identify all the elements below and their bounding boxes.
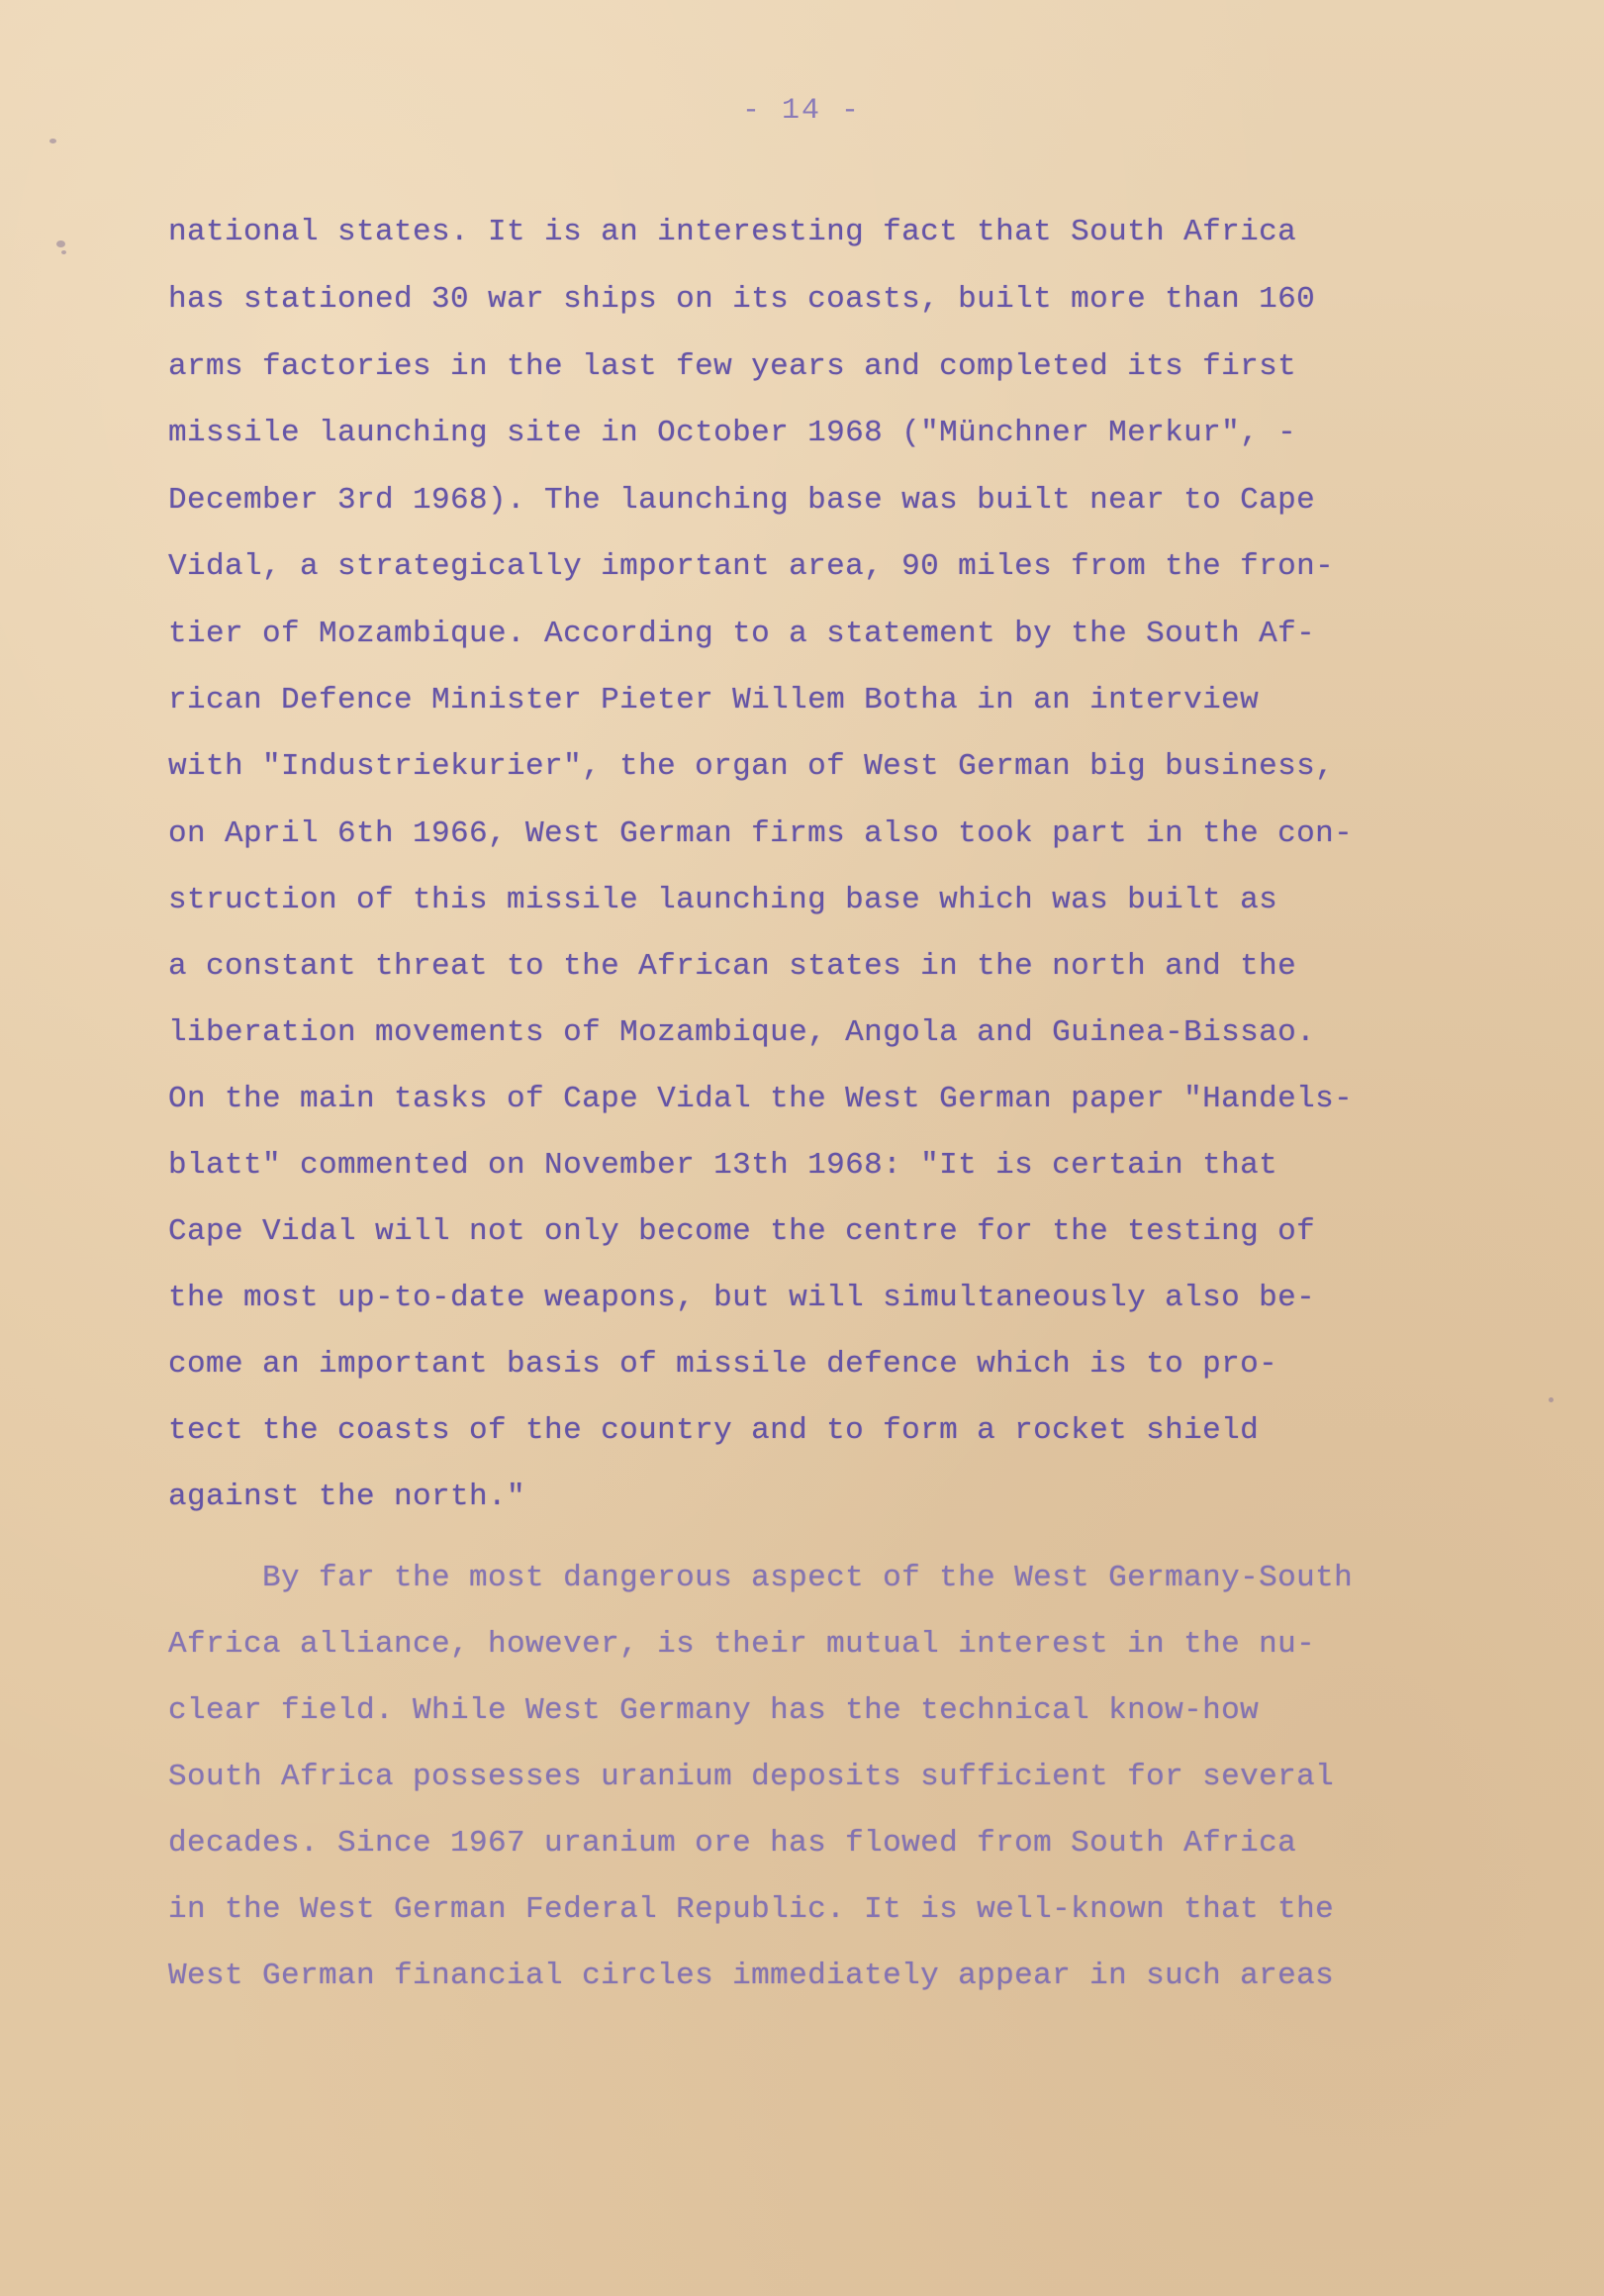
margin-speck (49, 139, 56, 144)
text-line: South Africa possesses uranium deposits sufficient for several (168, 1760, 1335, 1794)
text-line: decades. Since 1967 uranium ore has flowed from South Africa (168, 1826, 1297, 1861)
text-line: West German financial circles immediately appear in such areas (168, 1959, 1335, 1993)
text-line: with "Industriekurier", the organ of West German big business, (168, 749, 1335, 784)
text-line: clear field. While West Germany has the technical know-how (168, 1693, 1260, 1728)
text-line: rican Defence Minister Pieter Willem Botha in an interview (168, 683, 1260, 718)
text-line: on April 6th 1966, West German firms also took part in the con- (168, 816, 1354, 851)
text-line: come an important basis of missile defence which is to pro- (168, 1347, 1278, 1382)
text-line: By far the most dangerous aspect of the West Germany-South (168, 1561, 1354, 1595)
text-line: On the main tasks of Cape Vidal the West German paper "Handels- (168, 1082, 1354, 1116)
margin-speck (1549, 1397, 1554, 1402)
text-line: arms factories in the last few years and completed its first (168, 349, 1297, 384)
text-line: in the West German Federal Republic. It is well-known that the (168, 1892, 1335, 1927)
text-line: liberation movements of Mozambique, Angola and Guinea-Bissao. (168, 1015, 1316, 1050)
text-line: has stationed 30 war ships on its coasts, built more than 160 (168, 282, 1316, 317)
text-line: tect the coasts of the country and to form a rocket shield (168, 1413, 1260, 1448)
text-line: Cape Vidal will not only become the centre for the testing of (168, 1214, 1316, 1249)
text-line: the most up-to-date weapons, but will simultaneously also be- (168, 1281, 1316, 1315)
text-line: a constant threat to the African states in the north and the (168, 949, 1297, 984)
page-number: - 14 - (741, 94, 862, 128)
margin-speck (56, 240, 65, 247)
text-line: Vidal, a strategically important area, 90 miles from the fron- (168, 549, 1335, 584)
text-line: missile launching site in October 1968 ("Münchner Merkur", - (168, 416, 1297, 450)
text-line: Africa alliance, however, is their mutual interest in the nu- (168, 1627, 1316, 1662)
text-line: blatt" commented on November 13th 1968: "It is certain that (168, 1148, 1278, 1183)
text-line: December 3rd 1968). The launching base was built near to Cape (168, 483, 1316, 518)
text-line: national states. It is an interesting fact that South Africa (168, 215, 1297, 249)
text-line: against the north." (168, 1480, 526, 1514)
text-line: tier of Mozambique. According to a statement by the South Af- (168, 617, 1316, 651)
margin-speck (61, 250, 66, 254)
text-line: struction of this missile launching base which was built as (168, 883, 1278, 917)
